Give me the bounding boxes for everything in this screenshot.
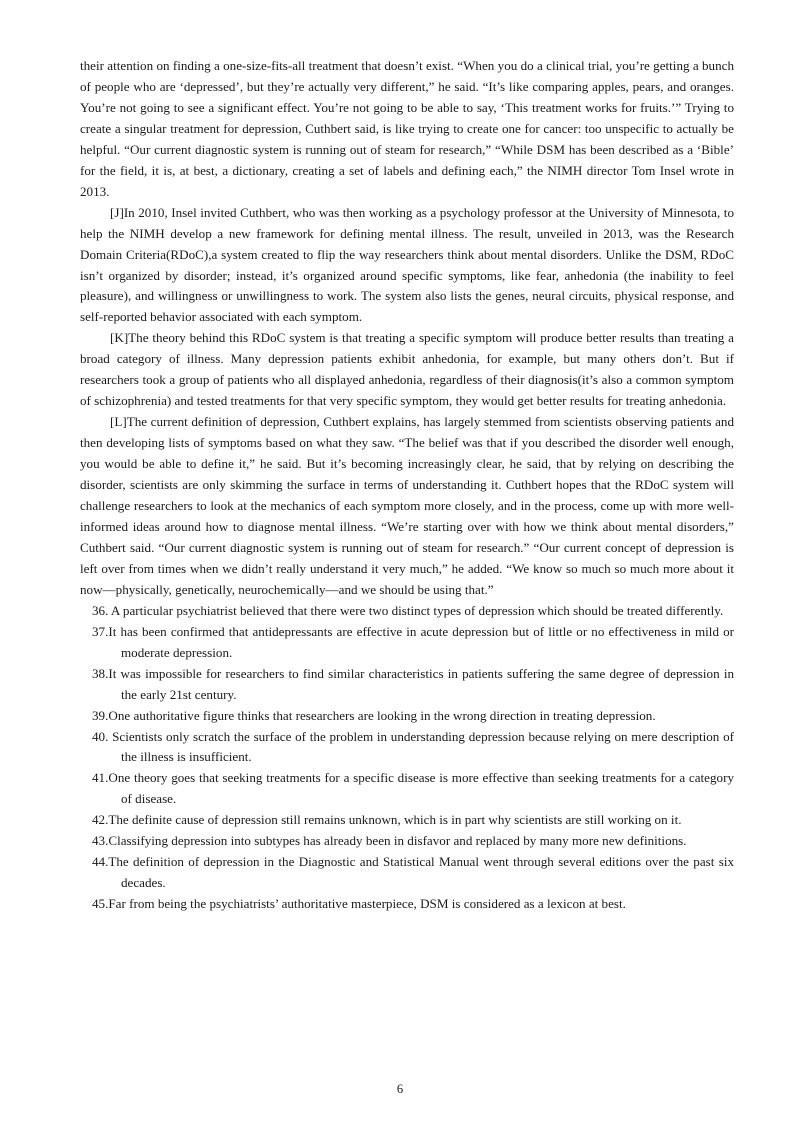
question-42: 42.The definite cause of depression still remains unknown, which is in part why scientists are still working on it.	[92, 812, 682, 828]
passage-paragraph-l: [L]The current definition of depression, Cuthbert explains, has largely stemmed from scientists observing patients and then developing lists of symptoms based on what they saw. “The belief was that if you described the disorder well enough, you would be able to define it,” he said. But it’s becoming increasingly clear, he said, that by relying on describing the disorder, scientists are only skimming the surface in terms of understanding it. Cuthbert hopes that the RDoC system will challenge researchers to look at the mechanics of each symptom more closely, and in the process, come up with more well-informed ideas around how to diagnose mental illness. “We’re starting over with how we think about mental disorders,” Cuthbert said. “Our current diagnostic system is running out of steam for research.” “Our current concept of depression is left over from times when we didn’t really understand it very much,” he added. “We know so much so much more about it now—physically, genetically, neurochemically—and we should be using that.”	[80, 414, 734, 597]
question-43: 43.Classifying depression into subtypes has already been in disfavor and replaced by many more new definitions.	[92, 833, 687, 849]
passage-paragraph-k: [K]The theory behind this RDoC system is that treating a specific symptom will produce better results than treating a broad category of illness. Many depression patients exhibit anhedonia, for example, but many others don’t. But if researchers took a group of patients who all displayed anhedonia, regardless of their diagnosis(it’s also a common symptom of schizophrenia) and tested treatments for that very specific symptom, they would get better results for treating anhedonia.	[80, 330, 734, 409]
page-number: 6	[396, 1082, 404, 1096]
page-body	[80, 56, 734, 915]
question-37: 37.It has been confirmed that antidepressants are effective in acute depression but of little or no effectiveness in mild or moderate depression.	[92, 623, 734, 660]
question-36: 36. A particular psychiatrist believed that there were two distinct types of depression which should be treated differently.	[92, 602, 724, 618]
question-41: 41.One theory goes that seeking treatments for a specific disease is more effective than seeking treatments for a category of disease.	[92, 770, 734, 807]
question-39: 39.One authoritative figure thinks that researchers are looking in the wrong direction in treating depression.	[92, 707, 656, 723]
question-45: 45.Far from being the psychiatrists’ authoritative masterpiece, DSM is considered as a lexicon at best.	[92, 896, 626, 912]
passage-paragraph-continued: their attention on finding a one-size-fits-all treatment that doesn’t exist. “When you do a clinical trial, you’re getting a bunch of people who are ‘depressed’, but they’re actually very different,” he said. “It’s like comparing apples, pears, and oranges. You’re not going to see a significant effect. You’re not going to be able to say, ‘This treatment works for fruits.’” Trying to create a singular treatment for depression, Cuthbert said, is like trying to create one for cancer: too unspecific to actually be helpful. “Our current diagnostic system is running out of steam for research,” “While DSM has been described as a ‘Bible’ for the field, it is, at best, a dictionary, creating a set of labels and defining each,” the NIMH director Tom Insel wrote in 2013.	[80, 58, 734, 199]
question-38: 38.It was impossible for researchers to find similar characteristics in patients suffering the same degree of depression in the early 21st century.	[92, 665, 734, 702]
question-44: 44.The definition of depression in the Diagnostic and Statistical Manual went through several editions over the past six decades.	[92, 854, 734, 891]
question-40: 40. Scientists only scratch the surface of the problem in understanding depression because relying on mere description of the illness is insufficient.	[92, 728, 734, 765]
passage-paragraph-j: [J]In 2010, Insel invited Cuthbert, who was then working as a psychology professor at the University of Minnesota, to help the NIMH develop a new framework for defining mental illness. The result, unveiled in 2013, was the Research Domain Criteria(RDoC),a system created to flip the way researchers think about mental disorders. Unlike the DSM, RDoC isn’t organized by disorder; instead, it’s organized around specific symptoms, like fear, anhedonia (the inability to feel pleasure), and willingness or unwillingness to work. The system also lists the genes, neural circuits, physical response, and self-reported behavior associated with each symptom.	[80, 204, 734, 325]
question-list	[80, 601, 734, 915]
